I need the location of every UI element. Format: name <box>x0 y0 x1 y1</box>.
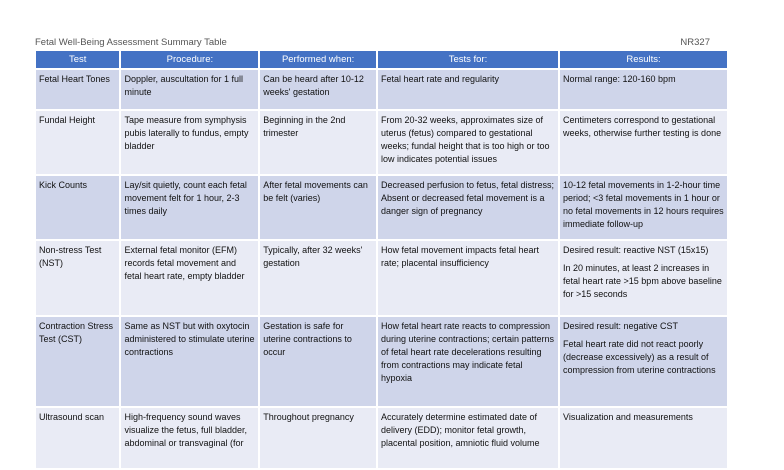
table-row <box>36 111 727 174</box>
document-title: Fetal Well-Being Assessment Summary Table <box>35 37 227 48</box>
cell-test: Kick Counts <box>36 176 119 239</box>
cell-procedure: Lay/sit quietly, count each fetal movement felt for 1 hour, 2-3 times daily <box>121 176 258 239</box>
cell-performed-when: Beginning in the 2nd trimester <box>260 111 376 174</box>
cell-procedure: Same as NST but with oxytocin administered to stimulate uterine contractions <box>121 317 258 406</box>
result-text: Desired result: reactive NST (15x15) <box>563 245 709 255</box>
column-header-results: Results: <box>560 51 727 68</box>
assessment-table <box>34 49 729 470</box>
table-header-row <box>36 51 727 68</box>
table-row <box>36 317 727 406</box>
table-row <box>36 408 727 468</box>
cell-tests-for: Accurately determine estimated date of delivery (EDD); monitor fetal growth, placental position, amniotic fluid volume <box>378 408 558 468</box>
cell-procedure: Doppler, auscultation for 1 full minute <box>121 70 258 109</box>
cell-results <box>560 111 727 174</box>
table-row <box>36 70 727 109</box>
cell-results <box>560 317 727 406</box>
cell-test: Ultrasound scan <box>36 408 119 468</box>
cell-performed-when: Typically, after 32 weeks' gestation <box>260 241 376 315</box>
cell-tests-for: Decreased perfusion to fetus, fetal distress; Absent or decreased fetal movement is a danger sign of pregnancy <box>378 176 558 239</box>
cell-procedure: External fetal monitor (EFM) records fetal movement and fetal heart rate, empty bladder <box>121 241 258 315</box>
cell-test: Fetal Heart Tones <box>36 70 119 109</box>
column-header-performed-when: Performed when: <box>260 51 376 68</box>
table-row <box>36 176 727 239</box>
cell-tests-for: How fetal heart rate reacts to compression during uterine contractions; certain patterns of fetal heart rate decelerations resulting from contractions may indicate fetal hypoxia <box>378 317 558 406</box>
document-header <box>35 37 710 49</box>
cell-test: Non-stress Test (NST) <box>36 241 119 315</box>
cell-results <box>560 408 727 468</box>
result-detail-text: Fetal heart rate did not react poorly (decrease excessively) as a result of compression from uterine contractions <box>563 339 716 375</box>
column-header-procedure: Procedure: <box>121 51 258 68</box>
cell-tests-for: From 20-32 weeks, approximates size of uterus (fetus) compared to gestational weeks; fundal height that is too high or too low indicates potential issues <box>378 111 558 174</box>
result-text: Normal range: 120-160 bpm <box>563 74 676 84</box>
column-header-test: Test <box>36 51 119 68</box>
cell-tests-for: Fetal heart rate and regularity <box>378 70 558 109</box>
result-text: Visualization and measurements <box>563 412 693 422</box>
column-header-tests-for: Tests for: <box>378 51 558 68</box>
cell-performed-when: Gestation is safe for uterine contractions to occur <box>260 317 376 406</box>
course-code: NR327 <box>680 37 710 48</box>
cell-procedure: Tape measure from symphysis pubis laterally to fundus, empty bladder <box>121 111 258 174</box>
cell-results <box>560 70 727 109</box>
result-detail-text: In 20 minutes, at least 2 increases in fetal heart rate >15 bpm above baseline for >15 seconds <box>563 263 722 299</box>
cell-test: Contraction Stress Test (CST) <box>36 317 119 406</box>
result-text: Desired result: negative CST <box>563 321 679 331</box>
cell-test: Fundal Height <box>36 111 119 174</box>
cell-results <box>560 176 727 239</box>
cell-tests-for: How fetal movement impacts fetal heart rate; placental insufficiency <box>378 241 558 315</box>
result-text: Centimeters correspond to gestational weeks, otherwise further testing is done <box>563 115 722 138</box>
cell-performed-when: Can be heard after 10-12 weeks' gestation <box>260 70 376 109</box>
table-row <box>36 241 727 315</box>
cell-performed-when: Throughout pregnancy <box>260 408 376 468</box>
result-text: 10-12 fetal movements in 1-2-hour time period; <3 fetal movements in 1 hour or no fetal movements in 12 hours requires immediate follow-up <box>563 180 724 229</box>
cell-performed-when: After fetal movements can be felt (varies) <box>260 176 376 239</box>
cell-procedure: High-frequency sound waves visualize the fetus, full bladder, abdominal or transvaginal (for <box>121 408 258 468</box>
cell-results <box>560 241 727 315</box>
